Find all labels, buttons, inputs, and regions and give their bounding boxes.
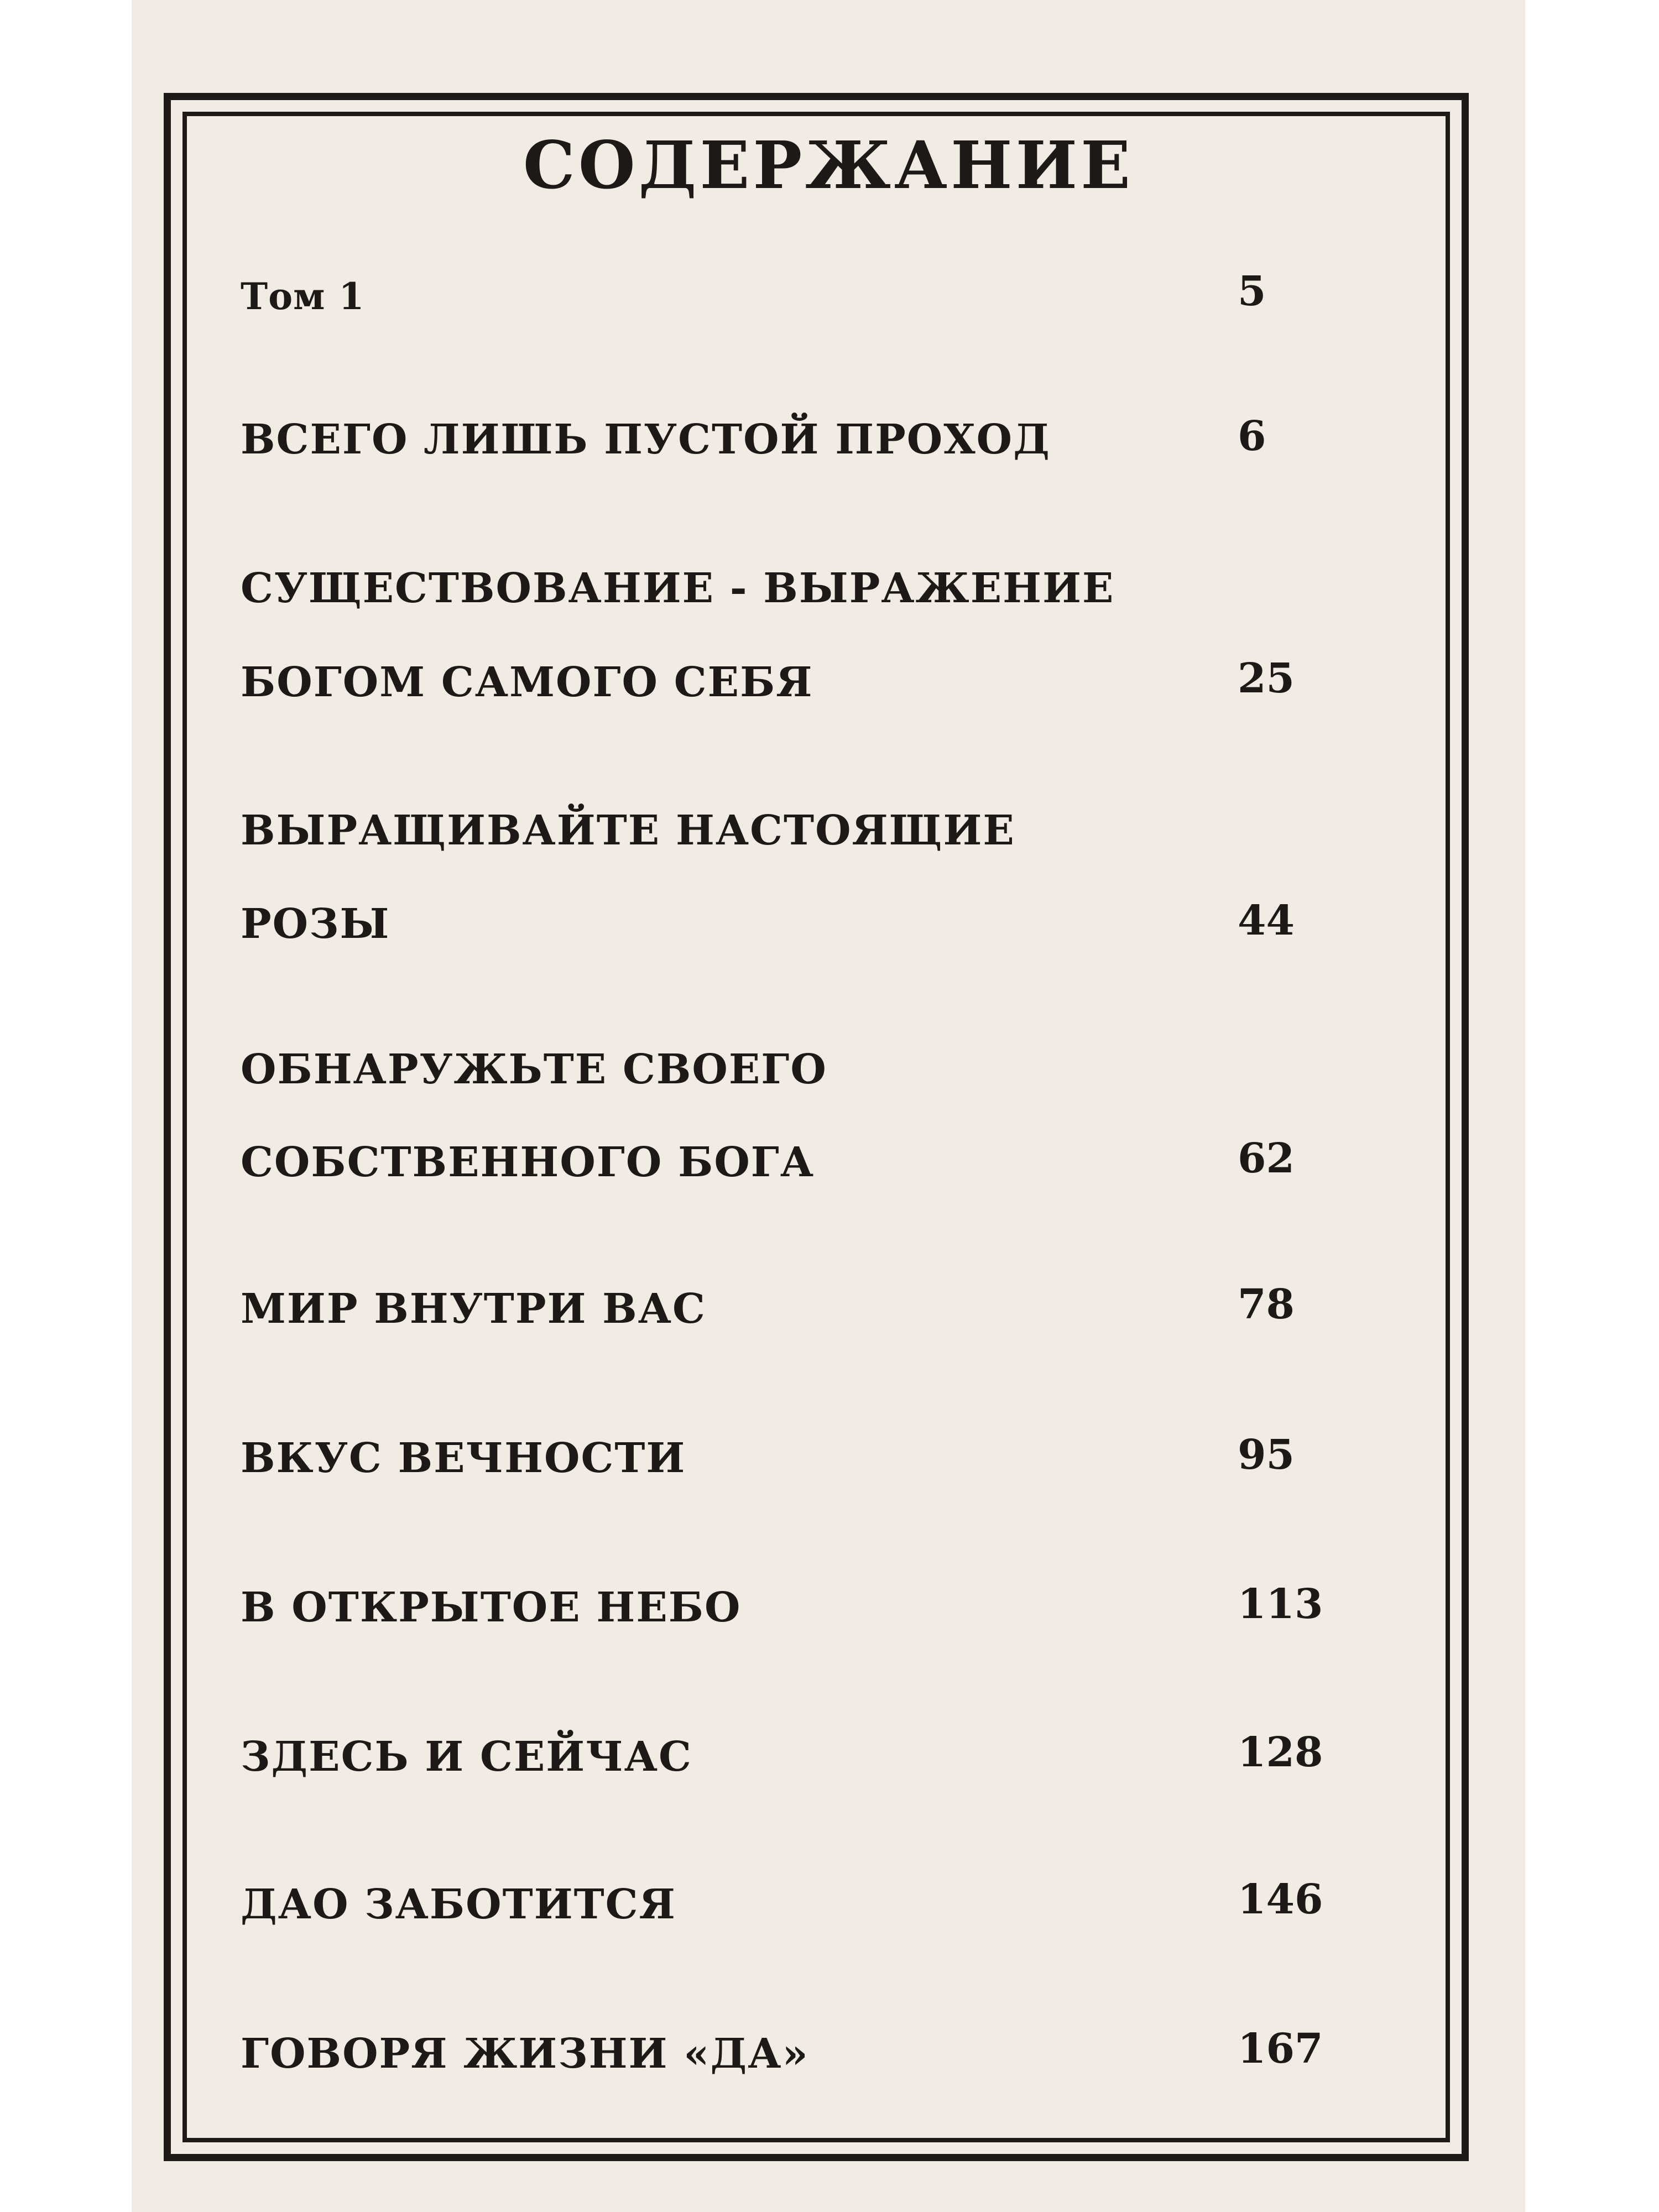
toc-page-number: 62 <box>1238 1135 1295 1182</box>
toc-page-number: 95 <box>1238 1431 1295 1479</box>
toc-page-number: 167 <box>1238 2025 1323 2073</box>
toc-page-number: 5 <box>1238 268 1266 315</box>
toc-page-number: 128 <box>1238 1729 1323 1776</box>
toc-entry-line: ОБНАРУЖЬТЕ СВОЕГО <box>241 1046 827 1093</box>
toc-entry-line: СУЩЕСТВОВАНИЕ - ВЫРАЖЕНИЕ <box>241 565 1115 612</box>
toc-page-number: 44 <box>1238 897 1295 945</box>
page-title: СОДЕРЖАНИЕ <box>523 127 1134 204</box>
toc-page-number: 25 <box>1238 655 1295 702</box>
toc-page-number: 146 <box>1238 1876 1323 1923</box>
toc-page-number: 6 <box>1238 413 1266 460</box>
toc-entry-line: БОГОМ САМОГО СЕБЯ <box>241 659 813 706</box>
toc-entry-line: МИР ВНУТРИ ВАС <box>241 1285 706 1333</box>
book-page <box>132 0 1525 2212</box>
toc-entry-line: В ОТКРЫТОЕ НЕБО <box>241 1584 742 1631</box>
toc-entry-volume: Том 1 <box>241 275 365 318</box>
toc-page-number: 78 <box>1238 1281 1295 1328</box>
toc-entry-line: ЗДЕСЬ И СЕЙЧАС <box>241 1733 692 1781</box>
toc-entry-line: ГОВОРЯ ЖИЗНИ «ДА» <box>241 2030 809 2078</box>
toc-entry-line: ВКУС ВЕЧНОСТИ <box>241 1434 686 1482</box>
toc-entry-line: ВСЕГО ЛИШЬ ПУСТОЙ ПРОХОД <box>241 416 1051 463</box>
toc-entry-line: ДАО ЗАБОТИТСЯ <box>241 1881 676 1928</box>
toc-entry-line: СОБСТВЕННОГО БОГА <box>241 1139 815 1186</box>
toc-page-number: 113 <box>1238 1580 1323 1628</box>
toc-entry-line: ВЫРАЩИВАЙТЕ НАСТОЯЩИЕ <box>241 807 1015 854</box>
toc-entry-line: РОЗЫ <box>241 900 390 948</box>
